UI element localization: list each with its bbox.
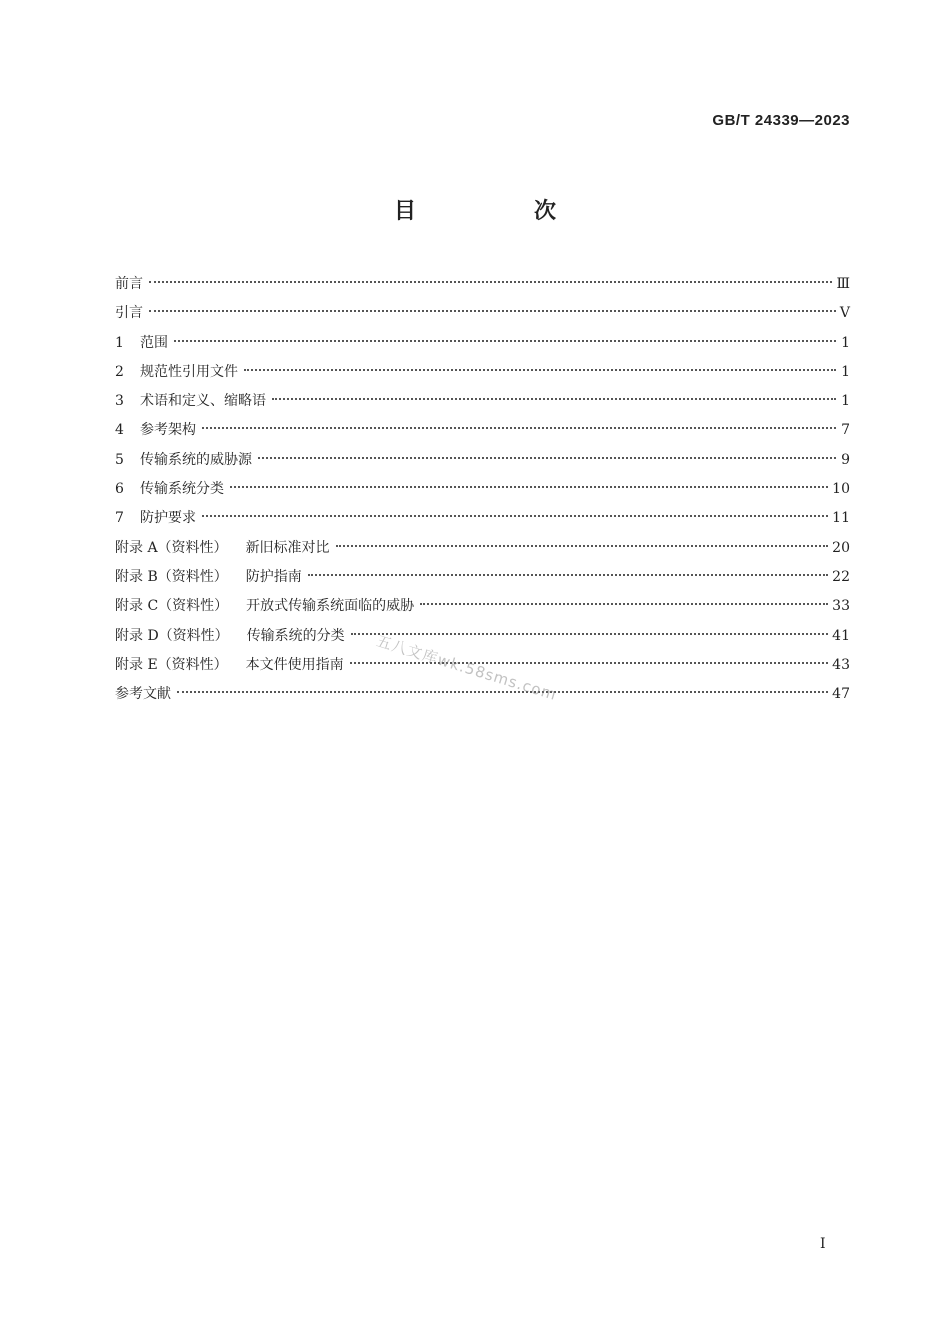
toc-entry-title: 引言 [115, 305, 143, 322]
toc-page-number: 20 [832, 539, 850, 556]
toc-page-number: 1 [841, 363, 850, 380]
toc-annex-prefix: 附录 B（资料性） [115, 568, 228, 585]
toc-page-number: 47 [832, 686, 850, 703]
toc-entry-system-classification[interactable] [115, 475, 850, 504]
toc-page-number: V [839, 305, 850, 322]
toc-annex-prefix: 附录 D（资料性） [115, 627, 229, 644]
standard-code: GB/T 24339—2023 [712, 112, 850, 129]
dot-leader [258, 457, 836, 459]
toc-entry-title: 防护要求 [140, 510, 196, 527]
toc-page-number: 9 [841, 451, 850, 468]
toc-entry-threat-sources[interactable] [115, 446, 850, 475]
toc-entry-number: 1 [115, 334, 124, 351]
toc-page-number: 7 [841, 422, 850, 439]
toc-page-number: 43 [832, 656, 850, 673]
toc-entry-title: 开放式传输系统面临的威胁 [246, 598, 415, 615]
footer-page-number: I [820, 1236, 826, 1252]
toc-page-number: 1 [841, 334, 850, 351]
dot-leader [149, 310, 836, 312]
toc-entry-title: 传输系统分类 [140, 481, 224, 498]
toc-entry-annex-d[interactable] [115, 622, 850, 651]
toc-entry-title: 防护指南 [245, 568, 302, 585]
toc-entry-title: 传输系统的威胁源 [140, 451, 252, 468]
toc-entry-foreword[interactable] [115, 270, 850, 299]
toc-entry-title: 参考文献 [115, 686, 171, 703]
toc-entry-annex-c[interactable] [115, 592, 850, 621]
dot-leader [420, 603, 828, 605]
toc-entry-title: 前言 [115, 276, 143, 292]
toc-page-number: 41 [832, 627, 850, 644]
toc-entry-normative-references[interactable] [115, 358, 850, 387]
toc-entry-title: 本文件使用指南 [245, 656, 344, 673]
toc-entry-title: 参考架构 [140, 422, 196, 439]
toc-entry-number: 5 [115, 451, 124, 468]
dot-leader [230, 486, 828, 488]
dot-leader [202, 515, 828, 517]
dot-leader [272, 398, 836, 400]
dot-leader [351, 633, 828, 635]
dot-leader [336, 545, 829, 547]
toc-annex-prefix: 附录 C（资料性） [115, 598, 229, 615]
toc-annex-prefix: 附录 E（资料性） [115, 656, 228, 673]
toc-entry-title: 新旧标准对比 [245, 539, 330, 556]
toc-page-number: 22 [832, 568, 850, 585]
toc-entry-number: 3 [115, 393, 124, 410]
dot-leader [177, 691, 828, 693]
toc-page-number: 11 [832, 510, 850, 527]
dot-leader [174, 340, 836, 342]
dot-leader [244, 369, 836, 371]
toc-title: 目 次 [393, 199, 604, 224]
toc-entry-number: 4 [115, 422, 124, 439]
toc-entry-protection-requirements[interactable] [115, 504, 850, 533]
toc-annex-prefix: 附录 A（资料性） [115, 539, 228, 556]
toc-entry-annex-a[interactable] [115, 534, 850, 563]
toc-page-number: Ⅲ [836, 276, 850, 292]
toc-page-number: 33 [832, 598, 850, 615]
toc-entry-introduction[interactable] [115, 299, 850, 328]
dot-leader [149, 281, 832, 283]
table-of-contents [115, 270, 850, 709]
toc-entry-bibliography[interactable] [115, 680, 850, 709]
toc-entry-title: 术语和定义、缩略语 [140, 393, 266, 410]
dot-leader [308, 574, 828, 576]
toc-entry-annex-b[interactable] [115, 563, 850, 592]
toc-page-number: 10 [832, 481, 850, 498]
toc-entry-number: 7 [115, 510, 124, 527]
watermark: 五八文库wk.58sms.com [374, 631, 560, 705]
toc-entry-title: 规范性引用文件 [140, 363, 238, 380]
toc-entry-reference-architecture[interactable] [115, 416, 850, 445]
toc-entry-number: 2 [115, 363, 124, 380]
toc-entry-terms-definitions[interactable] [115, 387, 850, 416]
toc-page-number: 1 [841, 393, 850, 410]
toc-entry-title: 范围 [140, 334, 168, 351]
toc-entry-title: 传输系统的分类 [246, 627, 345, 644]
toc-entry-number: 6 [115, 481, 124, 498]
dot-leader [202, 427, 836, 429]
toc-entry-scope[interactable] [115, 329, 850, 358]
